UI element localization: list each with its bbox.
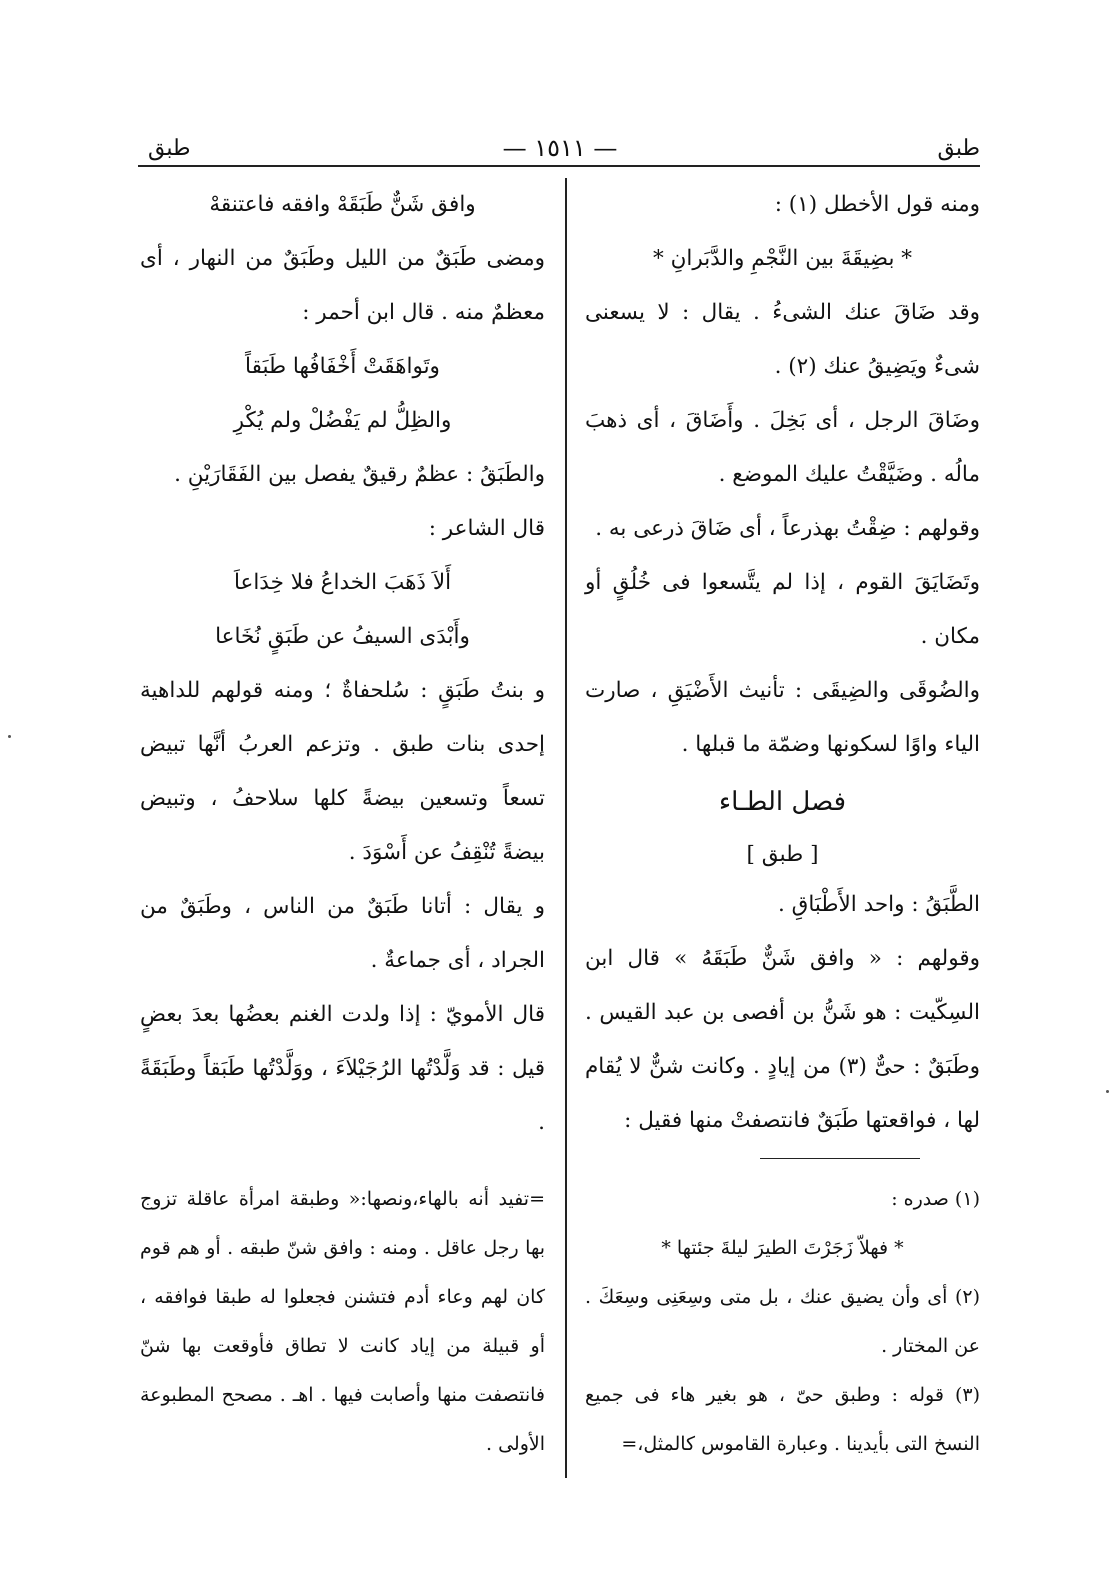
paragraph: وتَضَايَقَ القوم ، إذا لم يتَّسعوا فى خُلُقٍ أو مكان . (585, 570, 980, 649)
verse-line: وافق شَنٌّ طَبَقَهْ وافقه فاعتنقهْ (209, 192, 476, 217)
right-column (585, 178, 980, 1148)
footnotes-right (585, 1175, 980, 1469)
paragraph: وقولهم : « وافق شَنٌّ طَبَقَهُ » قال ابن السِكّيت : هو شَنُّ بن أفصى بن عبد القيس . وطَبَقٌ : حىٌّ (٣) من إيادٍ . وكانت شنٌّ لا يُقام لها ، فواقعتها طَبَقٌ فانتصفتْ منها فقيل : (585, 946, 980, 1133)
page-number: — ١٥١١ — (502, 134, 618, 162)
paragraph: وقد ضَاقَ عنك الشىءُ . يقال : لا يسعنى شىءٌ ويَضِيقُ عنك (٢) . (585, 300, 980, 379)
footnote: =تفيد أنه بالهاء،ونصها:« وطبقة امرأة عاقلة تزوج بها رجل عاقل . ومنه : وافق شنّ طبقه . أو هم قوم كان لهم وعاء أدم فتشنن فجعلوا له طبقا فوافقه ، أو قبيلة من إياد كانت لا تطاق فأوقعت بها شنّ فانتصفت منها وأصابت فيها . اهـ . مصحح المطبوعة الأولى . (140, 1188, 545, 1455)
paragraph: والضُوقَى والضِيقَى : تأنيث الأَضْيَقِ ، صارت الياء واوًا لسكونها وضمّة ما قبلها . (585, 678, 980, 757)
column-divider (565, 178, 567, 1478)
paragraph: و يقال : أتانا طَبَقٌ من الناس ، وطَبَقٌ من الجراد ، أى جماعةٌ . (140, 894, 545, 973)
verse-line: وتَواهَقَتْ أَخْفَافُها طَبَقاً (245, 354, 440, 379)
running-headword-right: طبق (937, 136, 980, 161)
paragraph: و بنتُ طَبَقٍ : سُلحفاةٌ ؛ ومنه قولهم للداهية إحدى بنات طبق . وتزعم العربُ أنَّها تبيض تسعاً وتسعين بيضةً كلها سلاحفُ ، وتبيض بيضةً تُنْقِفُ عن أَسْوَدَ . (140, 678, 545, 865)
paragraph: وقولهم : ضِقْتُ بهذرعاً ، أى ضَاقَ ذرعى به . (595, 516, 980, 541)
footnotes-left (140, 1175, 545, 1469)
paragraph: ومضى طَبَقٌ من الليل وطَبَقٌ من النهار ، أى معظمٌ منه . قال ابن أحمر : (140, 246, 545, 325)
footnote: (٣) قوله : وطبق حىّ ، هو بغير هاء فى جميع النسخ التى بأيدينا . وعبارة القاموس كالمثل،= (585, 1384, 980, 1455)
running-headword-left: طبق (148, 136, 191, 161)
verse-line: وأَبْدَى السيفُ عن طَبَقٍ نُخَاعا (215, 624, 470, 649)
footnote: (١) صدره : (891, 1188, 980, 1210)
left-column (140, 178, 545, 1150)
scan-speck (1106, 1090, 1109, 1093)
paragraph: والطَبَقُ : عظمٌ رقيقٌ يفصل بين الفَقَارَيْنِ . (174, 462, 545, 487)
paragraph: قال الشاعر : (428, 516, 545, 541)
scan-speck (8, 735, 11, 738)
paragraph: الطَّبَقُ : واحد الأَطْبَاقِ . (778, 892, 980, 917)
footnote: (٢) أى وأن يضيق عنك ، بل متى وسِعَنِى وسِعَكَ . عن المختار . (585, 1286, 980, 1357)
section-title: فصل الطـاء (718, 787, 847, 817)
verse-line: * بضِيقَةَ بين النَّجْمِ والدَّبَرانِ * (652, 246, 913, 271)
footnote-verse: * فهلاّ زَجَرْتَ الطيرَ ليلةَ جئتها * (661, 1237, 904, 1259)
entry-head: [ طبق ] (746, 842, 819, 867)
verse-line: أَلاَ ذَهَبَ الخداعُ فلا خِدَاعاَ (233, 570, 452, 595)
paragraph: وضَاقَ الرجل ، أى بَخِلَ . وأَضَاقَ ، أى ذهبَ مالُه . وضَيَّقْتُ عليك الموضع . (585, 408, 980, 487)
page-header (140, 128, 980, 168)
paragraph: قال الأمويّ : إذا ولدت الغنم بعضُها بعدَ بعضٍ قيل : قد وَلَّدْتُها الرُجَيْلاَءَ ، ووَلَّدْتُها طَبَقاً وطَبَقَةً . (140, 1002, 545, 1135)
paragraph: ومنه قول الأخطل (١) : (774, 192, 980, 217)
verse-line: والظِلُّ لم يَفْضُلْ ولم يُكْرِ (233, 408, 452, 433)
footnote-rule (760, 1158, 920, 1159)
header-rule (138, 165, 980, 167)
